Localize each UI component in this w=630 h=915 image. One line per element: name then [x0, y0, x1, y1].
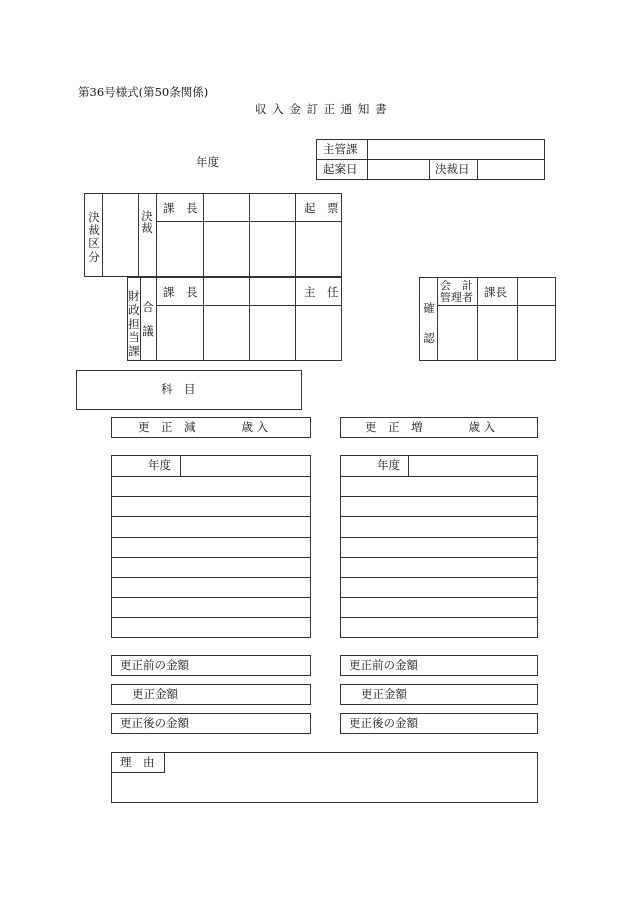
left-before-box [111, 655, 311, 676]
aigi-label: 合議 [142, 300, 154, 339]
right-nendo-label: 年度 [377, 458, 400, 472]
shukan-ka-label: 主管課 [323, 142, 358, 156]
kakunin-kacho-label: 課長 [484, 285, 507, 299]
nendo-label: 年度 [196, 155, 219, 169]
form-number: 第36号様式(第50条関係) [78, 85, 209, 99]
kakunin-label: 確認 [423, 301, 435, 345]
kakunin-table [419, 277, 556, 361]
form-title: 収 入 金 訂 正 通 知 書 [255, 102, 388, 116]
zaisei-tanto-ka-label: 財政担当課 [128, 289, 140, 359]
left-amount-label: 更正金額 [132, 687, 178, 701]
right-amount-table [340, 455, 538, 638]
left-header-label: 更 正 減 歳 入 [138, 420, 269, 434]
kessai-kubun-label: 決裁区分 [88, 210, 100, 264]
left-before-label: 更正前の金額 [120, 658, 189, 672]
reason-label: 理 由 [120, 755, 155, 769]
kessai-bi-label: 決裁日 [435, 162, 470, 176]
kessai-label-text: 決裁 [141, 209, 153, 235]
left-amount-table [111, 455, 311, 638]
aigi-table [127, 277, 342, 361]
left-header-box [111, 417, 311, 438]
kihyo-label: 起 票 [304, 201, 339, 215]
kian-bi-label: 起案日 [323, 162, 358, 176]
left-after-box [111, 713, 311, 734]
right-header-box [340, 417, 538, 438]
shunin-label: 主 任 [304, 285, 339, 299]
right-header-label: 更 正 増 歳 入 [365, 420, 496, 434]
kacho-label: 課 長 [163, 201, 198, 215]
kessai-table [84, 193, 342, 277]
right-after-box [340, 713, 538, 734]
kamoku-box [76, 370, 302, 410]
right-before-label: 更正前の金額 [349, 658, 418, 672]
right-after-label: 更正後の金額 [349, 716, 418, 730]
left-nendo-label: 年度 [148, 458, 171, 472]
aigi-kacho-label: 課 長 [163, 285, 198, 299]
kaikei-kanrisha-label: 会 計 管理者 [440, 279, 473, 305]
reason-box [111, 752, 538, 803]
kamoku-label: 科 目 [161, 382, 196, 396]
department-box [316, 139, 545, 180]
right-amount-box [340, 684, 538, 705]
left-after-label: 更正後の金額 [120, 716, 189, 730]
left-amount-box [111, 684, 311, 705]
right-amount-label: 更正金額 [361, 687, 407, 701]
kessai-label [140, 211, 154, 271]
right-before-box [340, 655, 538, 676]
